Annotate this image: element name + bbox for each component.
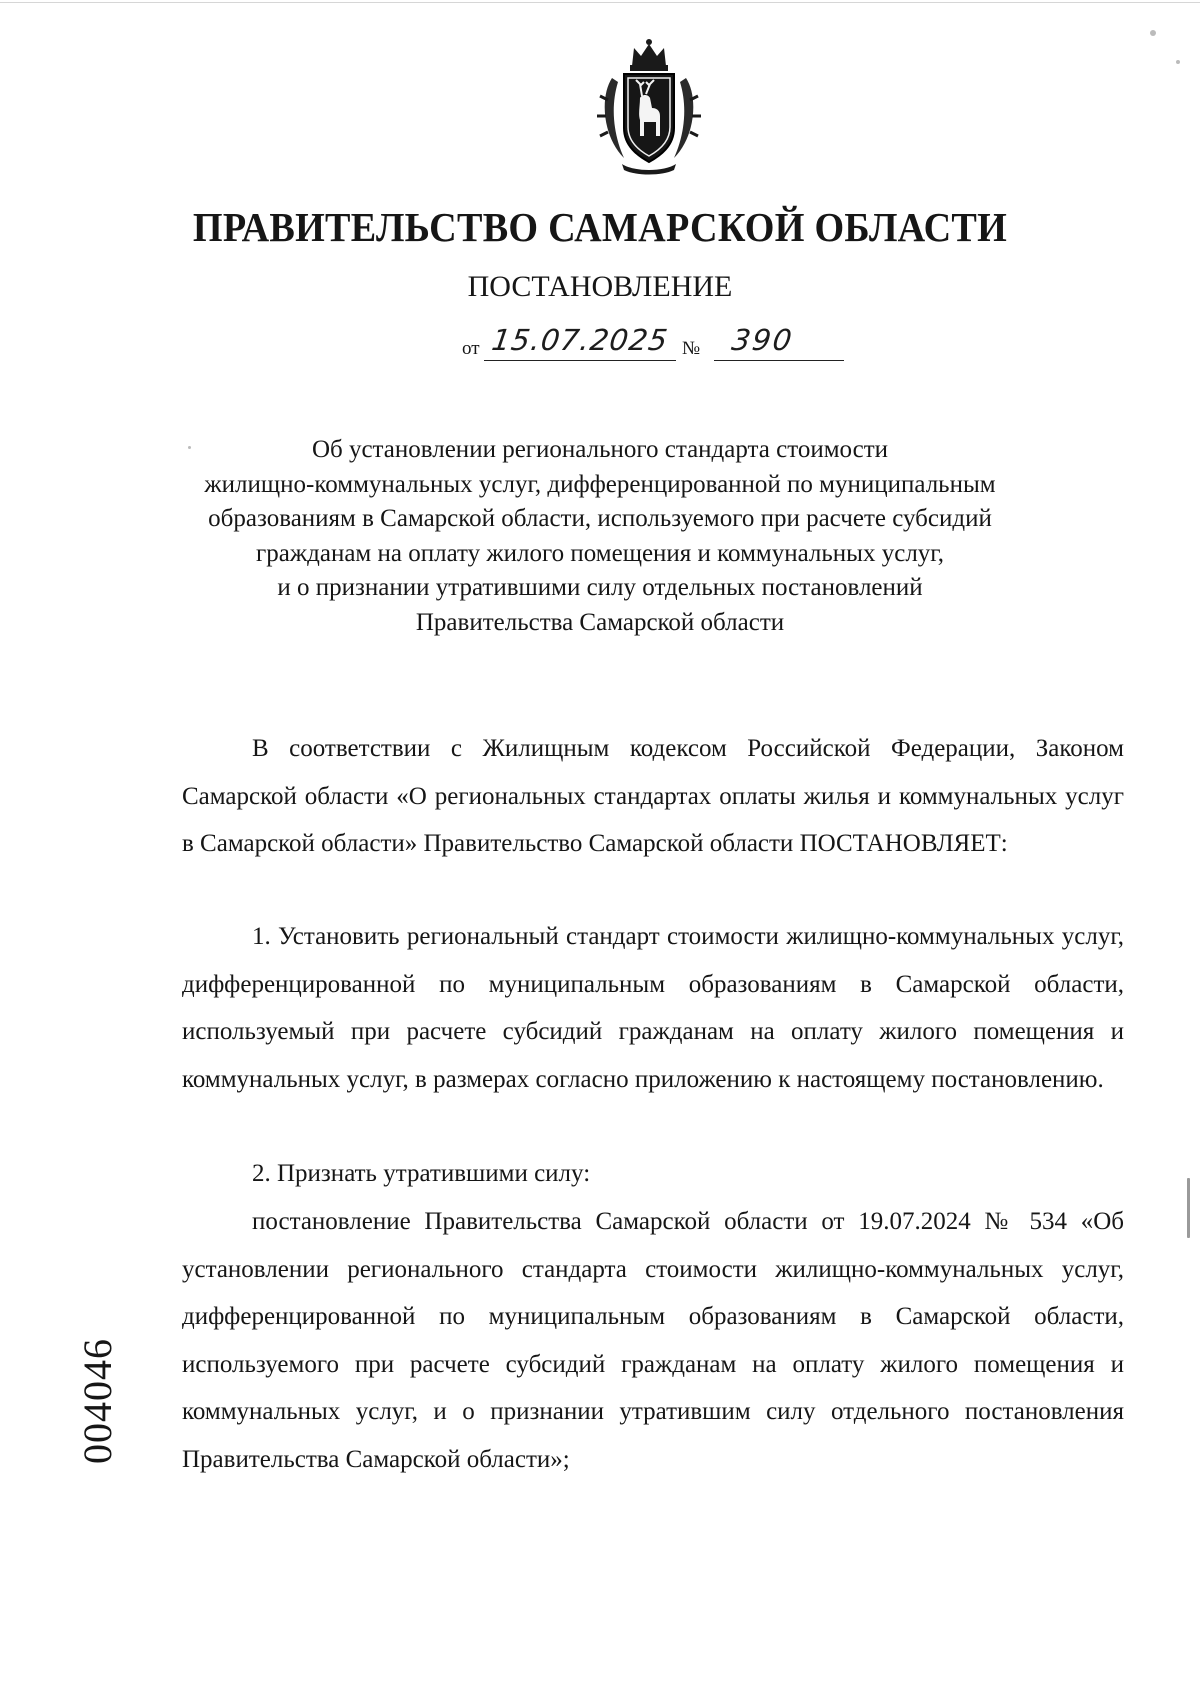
document-type: ПОСТАНОВЛЕНИЕ (467, 270, 733, 303)
samara-coat-of-arms-icon (594, 36, 704, 176)
decree-title (150, 433, 1050, 640)
scan-speck (1176, 60, 1180, 64)
number-sign: № (682, 338, 701, 359)
government-title: ПРАВИТЕЛЬСТВО САМАРСКОЙ ОБЛАСТИ (192, 204, 1008, 250)
item-1-paragraph: 1. Установить региональный стандарт стоимости жилищно-коммунальных услуг, дифференцированной по муниципальным образованиям в Самарской области, используемый при расчете субсидий гражданам на оплату жилого помещения и коммунальных услуг, в размерах согласно приложению к настоящему постановлению. (182, 923, 1124, 1093)
decree-title-line: образованиям в Самарской области, используемого при расчете субсидий (208, 505, 992, 532)
item-2-heading: 2. Признать утратившими силу: (252, 1160, 591, 1187)
decree-title-line: Правительства Самарской области (415, 608, 785, 636)
scan-edge-line (0, 2, 1200, 3)
scan-speck (1150, 30, 1156, 36)
decree-title-line: жилищно-коммунальных услуг, дифференцированной по муниципальным (204, 470, 996, 498)
decree-title-line: гражданам на оплату жилого помещения и коммунальных услуг, (256, 539, 944, 567)
date-number-line (462, 323, 862, 364)
preamble-paragraph: В соответствии с Жилищным кодексом Российской Федерации, Законом Самарской области «О региональных стандартах оплаты жилья и коммунальных услуг в Самарской области» Правительство Самарской области ПОСТАНОВЛЯЕТ: (182, 735, 1124, 857)
date-prefix: от (462, 338, 480, 359)
date-underline (484, 360, 676, 361)
handwritten-date: 15.07.2025 (489, 323, 671, 357)
scan-speck (188, 446, 191, 449)
scan-speck (1187, 1178, 1190, 1238)
serial-number: 004046 (75, 1338, 120, 1464)
decree-title-line: Об установлении регионального стандарта стоимости (311, 436, 889, 463)
repealed-decree-entry: постановление Правительства Самарской области от 19.07.2024 № 534 «Об установлении регионального стандарта стоимости жилищно-коммунальных услуг, дифференцированной по муниципальным образованиям в Самарской области, используемого при расчете субсидий гражданам на оплату жилого помещения и коммунальных услуг, и о признании утратившим силу отдельного постановления Правительства Самарской области»; (182, 1208, 1124, 1473)
number-underline (714, 360, 844, 361)
handwritten-number: 390 (729, 323, 796, 357)
decree-title-line: и о признании утратившими силу отдельных постановлений (277, 574, 923, 601)
